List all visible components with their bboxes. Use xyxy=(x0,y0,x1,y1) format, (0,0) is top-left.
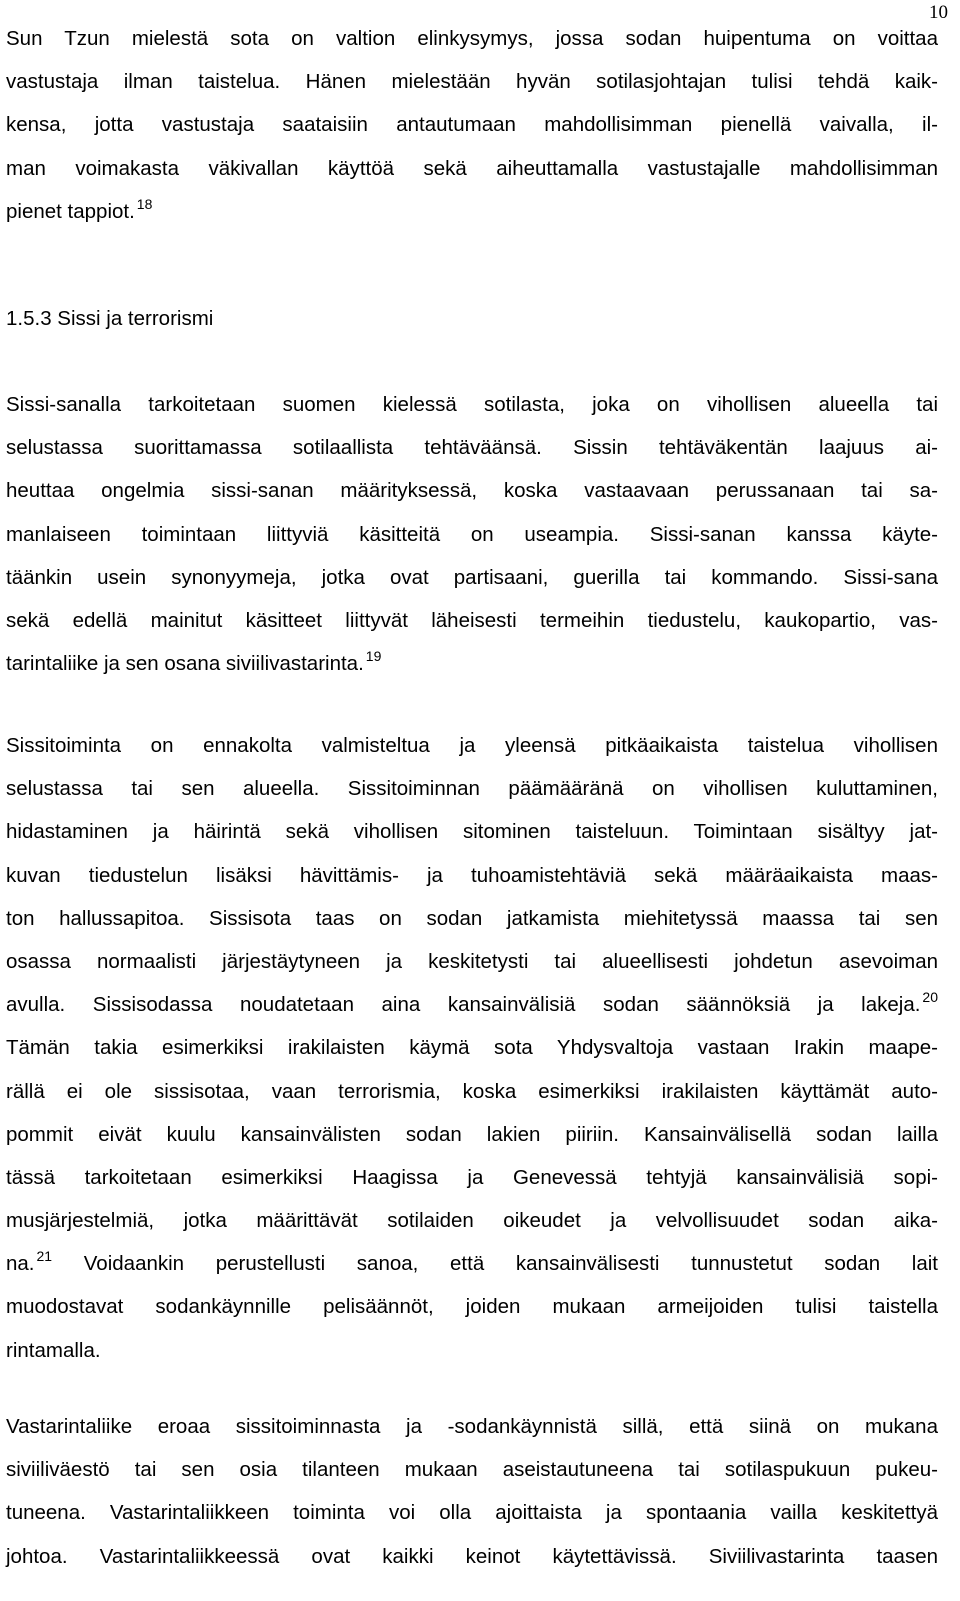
text-line: hidastaminen ja häirintä sekä vihollisen sitominen taisteluun. Toimintaan sisältyy jat- xyxy=(6,820,938,844)
text-line: tuneena. Vastarintaliikkeen toiminta voi olla ajoittaista ja spontaania vailla keskitettyä xyxy=(6,1501,938,1525)
page-number: 10 xyxy=(929,2,948,23)
text-line: ton hallussapitoa. Sissisota taas on sodan jatkamista miehitetyssä maassa tai sen xyxy=(6,906,938,930)
footnote-marker: 20 xyxy=(922,989,938,1006)
text-line: muodostavat sodankäynnille pelisäännöt, joiden mukaan armeijoiden tulisi taistella xyxy=(6,1295,938,1319)
text-line: selustassa suorittamassa sotilaallista tehtäväänsä. Sissin tehtäväkentän laajuus ai- xyxy=(6,436,938,460)
text-line: vastustaja ilman taistelua. Hänen mielestään hyvän sotilasjohtajan tulisi tehdä kaik- xyxy=(6,70,938,94)
text-line: man voimakasta väkivallan käyttöä sekä aiheuttamalla vastustajalle mahdollisimman xyxy=(6,156,938,180)
footnote-marker: 19 xyxy=(365,648,382,665)
paragraph-vastarintaliike xyxy=(6,1405,938,1578)
text-fragment: avulla. Sissisodassa noudatetaan aina kansainvälisiä sodan säännöksiä ja lakeja. xyxy=(6,993,921,1017)
text-fragment: Voidaankin perustellusti sanoa, että kansainvälisesti tunnustetut sodan lait xyxy=(83,1252,938,1276)
text-line-with-footnote xyxy=(6,1242,938,1285)
text-line: osassa normaalisti järjestäytyneen ja keskitetysti tai alueellisesti johdetun asevoiman xyxy=(6,949,938,973)
text-line: musjärjestelmiä, jotka määrittävät sotilaiden oikeudet ja velvollisuudet sodan aika- xyxy=(6,1209,938,1233)
section-heading: 1.5.3 Sissi ja terrorismi xyxy=(6,307,214,330)
text-line: siviiliväestö tai sen osia tilanteen mukaan aseistautuneena tai sotilaspukuun pukeu- xyxy=(6,1458,938,1482)
text-line: Vastarintaliike eroaa sissitoiminnasta ja -sodankäynnistä sillä, että siinä on mukana xyxy=(6,1415,938,1438)
text-line: Sissitoiminta on ennakolta valmisteltua ja yleensä pitkäaikaista taistelua vihollisen xyxy=(6,734,938,757)
text-line: heuttaa ongelmia sissi-sanan määrityksessä, koska vastaavaan perussanaan tai sa- xyxy=(6,479,938,503)
text-line-with-footnote xyxy=(6,642,938,685)
text-line-with-footnote xyxy=(6,190,938,233)
paragraph-sissitoiminta xyxy=(6,724,938,1372)
text-line: Sun Tzun mielestä sota on valtion elinkysymys, jossa sodan huipentuma on voittaa xyxy=(6,27,938,50)
text-fragment: pienet tappiot. xyxy=(6,199,135,223)
text-fragment: na. xyxy=(6,1252,35,1276)
footnote-marker: 18 xyxy=(136,195,153,212)
paragraph-sissi-definition xyxy=(6,383,938,685)
text-line: rintamalla. xyxy=(6,1338,101,1362)
text-line: johtoa. Vastarintaliikkeessä ovat kaikki keinot käytettävissä. Siviilivastarinta taasen xyxy=(6,1544,938,1568)
text-line: Tämän takia esimerkiksi irakilaisten käymä sota Yhdysvaltoja vastaan Irakin maape- xyxy=(6,1036,938,1060)
footnote-marker: 21 xyxy=(36,1248,53,1265)
paragraph-sun-tzu xyxy=(6,17,938,233)
text-line: täänkin usein synonyymeja, jotka ovat partisaani, guerilla tai kommando. Sissi-sana xyxy=(6,565,938,589)
text-line: pommit eivät kuulu kansainvälisten sodan lakien piiriin. Kansainvälisellä sodan lailla xyxy=(6,1122,938,1146)
text-line: Sissi-sanalla tarkoitetaan suomen kielessä sotilasta, joka on vihollisen alueella tai xyxy=(6,393,938,416)
text-line: sekä edellä mainitut käsitteet liittyvät läheisesti termeihin tiedustelu, kaukopartio, vas- xyxy=(6,608,938,632)
text-line: rällä ei ole sissisotaa, vaan terrorismia, koska esimerkiksi irakilaisten käyttämät auto- xyxy=(6,1079,938,1103)
text-line: manlaiseen toimintaan liittyviä käsitteitä on useampia. Sissi-sanan kanssa käyte- xyxy=(6,522,938,546)
text-line: kuvan tiedustelun lisäksi hävittämis- ja tuhoamistehtäviä sekä määräaikaista maas- xyxy=(6,863,938,887)
text-line-with-footnote xyxy=(6,983,938,1026)
text-fragment: tarintaliike ja sen osana siviilivastarinta. xyxy=(6,652,364,676)
text-line: selustassa tai sen alueella. Sissitoiminnan päämääränä on vihollisen kuluttaminen, xyxy=(6,777,938,801)
text-line: tässä tarkoitetaan esimerkiksi Haagissa ja Genevessä tehtyjä kansainvälisiä sopi- xyxy=(6,1165,938,1189)
text-line: kensa, jotta vastustaja saataisiin antautumaan mahdollisimman pienellä vaivalla, il- xyxy=(6,113,938,137)
